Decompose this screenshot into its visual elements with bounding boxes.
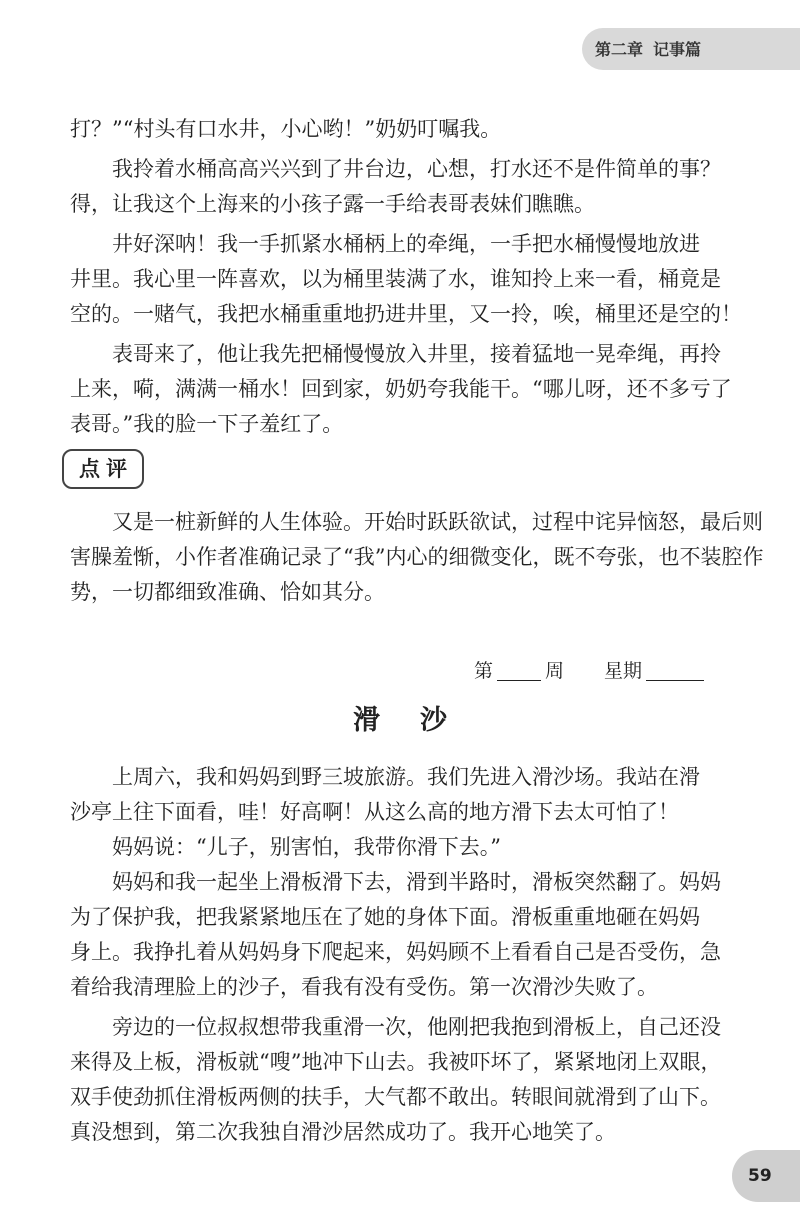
text-line: 得，让我这个上海来的小孩子露一手给表哥表妹们瞧瞧。	[70, 192, 595, 216]
page-number: 59	[748, 1166, 772, 1186]
text-line: 沙亭上往下面看，哇！好高啊！从这么高的地方滑下去太可怕了！	[70, 800, 679, 824]
text-line: 上来，嗬，满满一桶水！回到家，奶奶夸我能干。“哪儿呀，还不多亏了	[70, 377, 732, 401]
text-line: 表哥。”我的脸一下子羞红了。	[70, 412, 344, 436]
text-line: 来得及上板，滑板就“嗖”地冲下山去。我被吓坏了，紧紧地闭上双眼，	[70, 1050, 722, 1074]
week-prefix: 第	[473, 660, 493, 682]
text-line: 上周六，我和妈妈到野三坡旅游。我们先进入滑沙场。我站在滑	[112, 765, 700, 789]
weekday-blank	[646, 656, 704, 681]
weekday-label: 星期	[603, 660, 642, 682]
text-line: 害臊羞惭，小作者准确记录了“我”内心的细微变化，既不夸张，也不装腔作	[70, 545, 764, 569]
text-line: 表哥来了，他让我先把桶慢慢放入井里，接着猛地一晃牵绳，再拎	[112, 342, 721, 366]
text-line: 妈妈说：“儿子，别害怕，我带你滑下去。”	[112, 835, 501, 859]
week-suffix: 周	[544, 660, 564, 682]
text-line: 井里。我心里一阵喜欢，以为桶里装满了水，谁知拎上来一看，桶竟是	[70, 267, 721, 291]
text-line: 身上。我挣扎着从妈妈身下爬起来，妈妈顾不上看看自己是否受伤，急	[70, 940, 721, 964]
text-line: 井好深呐！我一手抓紧水桶柄上的牵绳，一手把水桶慢慢地放进	[112, 232, 700, 256]
text-line: 又是一桩新鲜的人生体验。开始时跃跃欲试，过程中诧异恼怒，最后则	[112, 510, 763, 534]
text-line: 妈妈和我一起坐上滑板滑下去，滑到半路时，滑板突然翻了。妈妈	[112, 870, 721, 894]
chapter-label: 第二章	[595, 40, 644, 59]
week-day-line	[474, 656, 704, 686]
section-label: 记事篇	[653, 40, 702, 59]
text-line: 旁边的一位叔叔想带我重滑一次，他刚把我抱到滑板上，自己还没	[112, 1015, 721, 1039]
comment-badge: 点评	[62, 449, 144, 489]
text-line: 双手使劲抓住滑板两侧的扶手，大气都不敢出。转眼间就滑到了山下。	[70, 1085, 721, 1109]
week-blank	[497, 656, 541, 681]
text-line: 真没想到，第二次我独自滑沙居然成功了。我开心地笑了。	[70, 1120, 616, 1144]
text-line: 我拎着水桶高高兴兴到了井台边，心想，打水还不是件简单的事？	[112, 157, 721, 181]
story-title: 滑沙	[353, 705, 487, 736]
text-line: 势，一切都细致准确、恰如其分。	[70, 580, 385, 604]
text-line: 空的。一赌气，我把水桶重重地扔进井里，又一拎，唉，桶里还是空的！	[70, 302, 742, 326]
text-line: 为了保护我，把我紧紧地压在了她的身体下面。滑板重重地砸在妈妈	[70, 905, 700, 929]
comment-text	[70, 505, 764, 610]
text-line: 着给我清理脸上的沙子，看我有没有受伤。第一次滑沙失败了。	[70, 975, 658, 999]
text-line: 打？”“村头有口水井，小心哟！”奶奶叮嘱我。	[70, 117, 502, 141]
chapter-header	[595, 38, 701, 62]
story2-text	[70, 760, 730, 1150]
story1-text	[70, 112, 742, 442]
